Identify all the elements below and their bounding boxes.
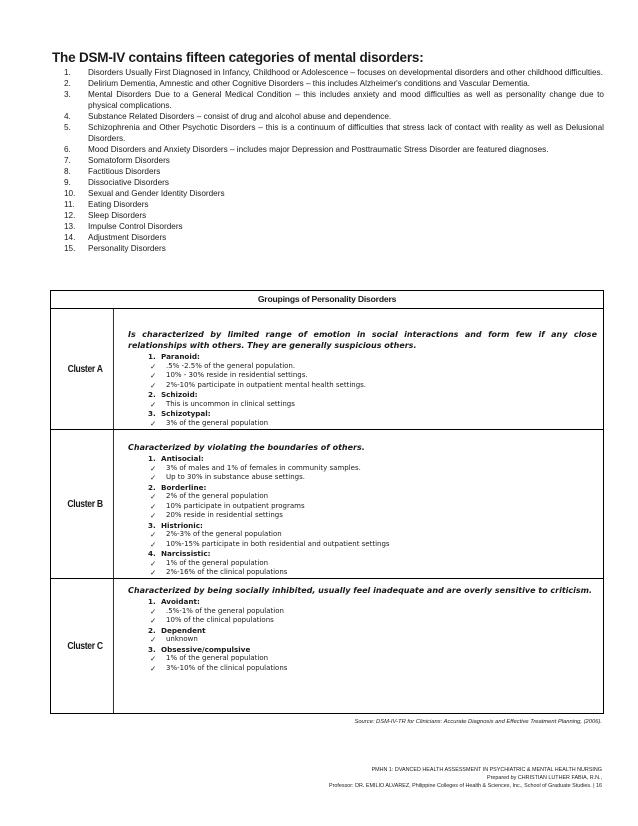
disorder-number: 1. — [148, 352, 156, 361]
checkmark-icon: ✓ — [150, 371, 157, 380]
checkmark-icon: ✓ — [150, 473, 157, 482]
list-item — [64, 144, 604, 155]
fact-text: 3% of males and 1% of females in community samples. — [166, 463, 361, 472]
list-item-text: Delirium Dementia, Amnestic and other Cognitive Disorders – this includes Alzheimer's conditions and Vascular Dementia. — [88, 79, 530, 88]
disorder-number: 3. — [148, 409, 156, 418]
fact-text: 3%-10% of the clinical populations — [166, 663, 288, 672]
fact-text: 20% reside in residential settings — [166, 511, 283, 519]
cluster-description: Characterized by being socially inhibited, usually feel inadequate and are overly sensitive to criticism. — [128, 586, 593, 595]
disorder-name: Obsessive/compulsive — [161, 644, 251, 654]
cluster-name: Cluster B — [57, 430, 114, 578]
disorder-number: 4. — [148, 549, 156, 558]
fact-item — [128, 616, 597, 626]
checkmark-icon: ✓ — [150, 558, 157, 568]
fact-text: 2%-16% of the clinical populations — [166, 568, 288, 576]
list-item-text: Somatoform Disorders — [88, 156, 170, 165]
page-footer — [329, 766, 602, 790]
disorder-heading — [128, 454, 597, 464]
checkmark-icon: ✓ — [150, 501, 157, 511]
checkmark-icon: ✓ — [150, 463, 157, 473]
category-list — [64, 67, 604, 254]
disorder-name: Borderline: — [161, 482, 207, 492]
fact-text: .5% -2.5% of the general population. — [166, 361, 296, 370]
cluster-details — [120, 579, 603, 713]
fact-item — [128, 400, 597, 410]
disorder-name: Narcissistic: — [161, 549, 211, 558]
list-item-text: Adjustment Disorders — [88, 233, 167, 242]
list-item — [64, 177, 604, 188]
disorder-heading — [128, 549, 597, 559]
checkmark-icon: ✓ — [150, 361, 157, 371]
source-citation: Source: DSM-IV-TR for Clinicians: Accurate Diagnosis and Effective Treatment Planning, (2006). — [354, 719, 602, 725]
disorder-name: Antisocial: — [161, 454, 204, 463]
list-item — [64, 89, 604, 111]
fact-item — [128, 419, 597, 429]
fact-text: 3% of the general population — [166, 418, 269, 427]
fact-text: 10%-15% participate in both residential and outpatient settings — [166, 539, 390, 548]
fact-text: 10% - 30% reside in residential settings. — [166, 371, 308, 379]
fact-text: 10% of the clinical populations — [166, 616, 274, 624]
footer-line-2: Prepared by CHRISTIAN LUTHER FABIA, R.N., — [486, 775, 602, 781]
list-item-text: Eating Disorders — [88, 200, 149, 209]
list-item — [64, 111, 604, 122]
fact-item — [128, 568, 597, 578]
fact-text: 2%-3% of the general population — [166, 530, 282, 538]
list-item-number: 4. — [64, 112, 71, 121]
checkmark-icon: ✓ — [150, 511, 157, 520]
disorder-name: Avoidant: — [161, 597, 200, 606]
fact-text: unknown — [166, 635, 198, 643]
disorder-name: Dependent — [161, 625, 206, 635]
fact-text: 10% participate in outpatient programs — [166, 501, 305, 510]
disorder-number: 3. — [148, 520, 156, 530]
fact-item — [128, 492, 597, 502]
disorder-number: 1. — [148, 597, 156, 606]
list-item-number: 11. — [64, 200, 75, 209]
fact-item — [128, 530, 597, 540]
list-item — [64, 122, 604, 144]
fact-item — [128, 540, 597, 550]
disorder-heading — [128, 521, 597, 531]
list-item-text: Mental Disorders Due to a General Medical Condition – this includes anxiety and mood difficulties as well as personality change due to physical complications. — [88, 90, 604, 110]
table-title: Groupings of Personality Disorders — [51, 291, 603, 309]
disorder-number: 2. — [148, 482, 156, 492]
list-item — [64, 166, 604, 177]
list-item-number: 2. — [64, 79, 71, 88]
personality-disorders-table — [50, 290, 604, 714]
fact-item — [128, 473, 597, 483]
footer-line-1: PMHN 1: DVANCED HEALTH ASSESSMENT IN PSYCHIATRIC & MENTAL HEALTH NURSING — [371, 767, 602, 773]
disorder-name: Paranoid: — [161, 352, 200, 361]
checkmark-icon: ✓ — [150, 663, 157, 673]
list-item — [64, 67, 604, 78]
fact-item — [128, 464, 597, 474]
fact-item — [128, 362, 597, 372]
cluster-description: Is characterized by limited range of emotion in social interactions and form few if any close relationships with others. They are generally suspicious others. — [128, 330, 597, 350]
list-item-text: Sleep Disorders — [88, 211, 147, 220]
disorder-heading — [128, 390, 597, 400]
cluster-name: Cluster A — [57, 309, 114, 429]
fact-item — [128, 664, 597, 674]
list-item — [64, 243, 604, 254]
checkmark-icon: ✓ — [150, 399, 157, 409]
disorder-number: 3. — [148, 644, 156, 654]
fact-item — [128, 559, 597, 569]
disorder-number: 1. — [148, 454, 156, 463]
disorder-name: Schizotypal: — [161, 409, 211, 418]
footer-line-3: Professor: DR. EMILIO ALVAREZ, Philippine Colleges of Health & Sciences, Inc., School of Graduate Studies. | 16 — [329, 783, 602, 789]
fact-item — [128, 635, 597, 645]
checkmark-icon: ✓ — [150, 568, 157, 577]
disorder-name: Histrionic: — [161, 520, 203, 530]
fact-item — [128, 371, 597, 381]
list-item-number: 3. — [64, 90, 71, 99]
list-item — [64, 78, 604, 89]
checkmark-icon: ✓ — [150, 654, 157, 663]
cluster-row — [51, 579, 603, 713]
list-item-text: Personality Disorders — [88, 244, 166, 253]
cluster-rows — [51, 309, 603, 713]
list-item-number: 15. — [64, 244, 76, 253]
disorder-heading — [128, 626, 597, 636]
list-item — [64, 155, 604, 166]
list-item-number: 7. — [64, 156, 71, 165]
fact-item — [128, 502, 597, 512]
fact-text: 1% of the general population — [166, 558, 269, 567]
fact-text: Up to 30% in substance abuse settings. — [166, 473, 305, 481]
fact-text: 1% of the general population — [166, 654, 269, 662]
list-item-text: Impulse Control Disorders — [88, 222, 183, 231]
checkmark-icon: ✓ — [150, 606, 157, 616]
fact-text: 2%-10% participate in outpatient mental health settings. — [166, 380, 367, 389]
list-item-text: Disorders Usually First Diagnosed in Infancy, Childhood or Adolescence – focuses on developmental disorders and other childhood difficulties. — [88, 68, 603, 77]
list-item — [64, 232, 604, 243]
list-item — [64, 210, 604, 221]
disorder-heading — [128, 409, 597, 419]
list-item-number: 1. — [64, 68, 71, 77]
disorder-heading — [128, 483, 597, 493]
fact-text: .5%-1% of the general population — [166, 606, 284, 615]
list-item-text: Substance Related Disorders – consist of drug and alcohol abuse and dependence. — [88, 112, 392, 121]
list-item-number: 12. — [64, 211, 76, 220]
checkmark-icon: ✓ — [150, 418, 157, 428]
disorder-number: 2. — [148, 625, 156, 635]
fact-text: 2% of the general population — [166, 492, 269, 500]
disorder-heading — [128, 597, 597, 607]
list-item-number: 13. — [64, 222, 76, 231]
list-item-number: 6. — [64, 145, 71, 154]
checkmark-icon: ✓ — [150, 530, 157, 539]
disorder-heading — [128, 645, 597, 655]
list-item-number: 9. — [64, 178, 71, 187]
list-item-number: 14. — [64, 233, 76, 242]
list-item-number: 5. — [64, 123, 71, 132]
cluster-row — [51, 430, 603, 579]
list-item — [64, 188, 604, 199]
fact-item — [128, 654, 597, 664]
cluster-description: Characterized by violating the boundaries of others. — [128, 443, 365, 452]
fact-item — [128, 381, 597, 391]
list-item-number: 8. — [64, 167, 71, 176]
checkmark-icon: ✓ — [150, 635, 157, 644]
disorder-heading — [128, 352, 597, 362]
list-item — [64, 199, 604, 210]
checkmark-icon: ✓ — [150, 539, 157, 549]
disorder-number: 2. — [148, 390, 156, 399]
fact-item — [128, 607, 597, 617]
cluster-details — [120, 309, 603, 429]
cluster-details — [120, 430, 603, 578]
list-item-text: Dissociative Disorders — [88, 178, 169, 187]
checkmark-icon: ✓ — [150, 492, 157, 501]
list-item-text: Mood Disorders and Anxiety Disorders – includes major Depression and Posttraumatic Stress Disorder are featured diagnoses. — [88, 145, 549, 154]
cluster-name: Cluster C — [57, 579, 114, 713]
checkmark-icon: ✓ — [150, 380, 157, 390]
page-heading: The DSM-IV contains fifteen categories of mental disorders: — [52, 50, 424, 65]
checkmark-icon: ✓ — [150, 616, 157, 625]
list-item — [64, 221, 604, 232]
list-item-number: 10. — [64, 189, 76, 198]
list-item-text: Factitious Disorders — [88, 167, 161, 176]
list-item-text: Sexual and Gender Identity Disorders — [88, 189, 225, 198]
fact-text: This is uncommon in clinical settings — [166, 399, 295, 408]
cluster-row — [51, 309, 603, 430]
fact-item — [128, 511, 597, 521]
disorder-name: Schizoid: — [161, 390, 198, 399]
list-item-text: Schizophrenia and Other Psychotic Disorders – this is a continuum of difficulties that stress lack of contact with reality as well as Delusional Disorders. — [88, 123, 604, 143]
